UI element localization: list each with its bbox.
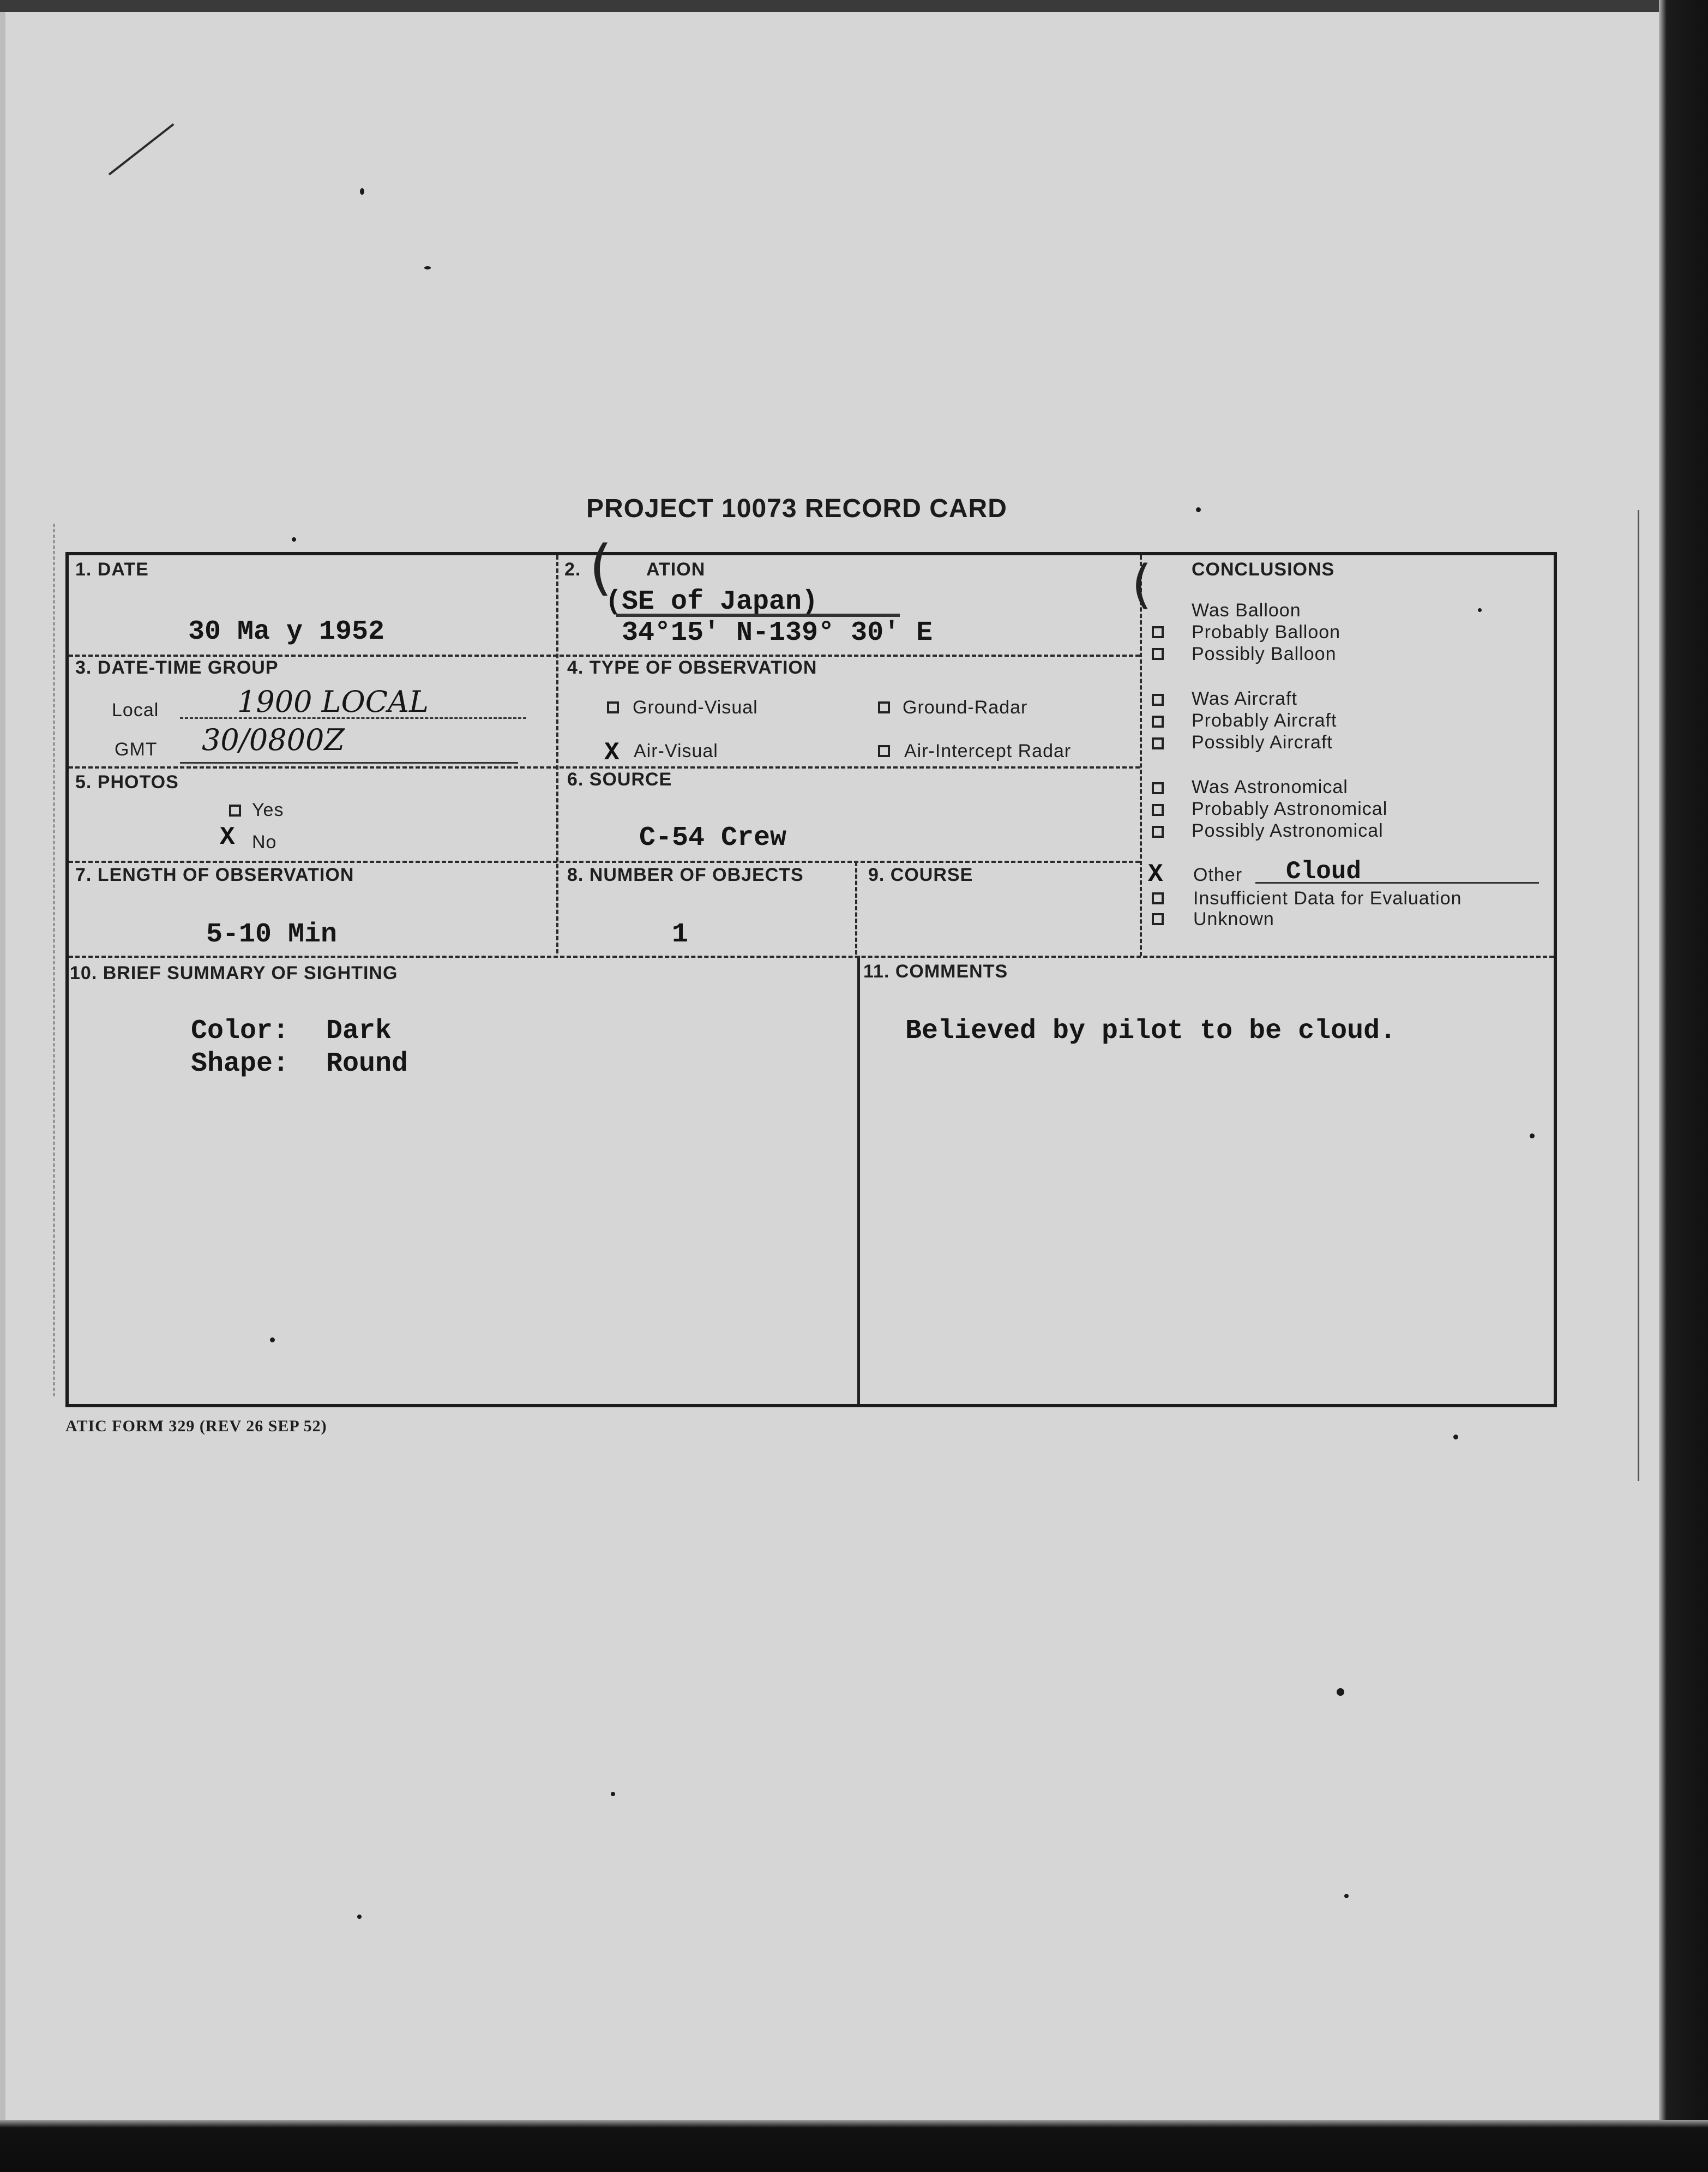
form-id: ATIC FORM 329 (REV 26 SEP 52): [65, 1417, 327, 1435]
grid-line: [69, 956, 1554, 958]
was-aircraft-checkbox[interactable]: [1152, 694, 1164, 706]
photos-no-label: No: [252, 832, 277, 853]
conclusion-probably-aircraft: Probably Aircraft: [1192, 710, 1337, 731]
conclusion-was-aircraft: Was Aircraft: [1192, 688, 1297, 709]
ground-radar-checkbox[interactable]: [878, 701, 890, 713]
local-value: 1900 LOCAL: [237, 685, 429, 719]
date-label: 1. DATE: [75, 559, 149, 580]
conclusion-insufficient-data: Insufficient Data for Evaluation: [1193, 888, 1462, 909]
scan-top-border: [0, 0, 1708, 12]
source-value: C-54 Crew: [639, 823, 787, 854]
number-of-objects-value: 1: [672, 919, 689, 950]
location-underline: [616, 614, 900, 617]
probably-balloon-checkbox[interactable]: [1152, 626, 1164, 638]
conclusion-was-balloon: Was Balloon: [1192, 600, 1301, 621]
scan-speck: [611, 1792, 615, 1796]
source-label: 6. SOURCE: [567, 769, 672, 790]
grid-line: [69, 655, 1140, 657]
possibly-astronomical-checkbox[interactable]: [1152, 826, 1164, 838]
date-time-group-label: 3. DATE-TIME GROUP: [75, 657, 279, 678]
conclusion-other-value: Cloud: [1286, 857, 1362, 886]
local-label: Local: [112, 700, 159, 721]
gmt-underline: [180, 762, 518, 764]
was-astronomical-checkbox[interactable]: [1152, 782, 1164, 794]
grid-line: [69, 861, 1140, 863]
comments-label: 11. COMMENTS: [863, 961, 1008, 982]
conclusion-probably-balloon: Probably Balloon: [1192, 622, 1341, 643]
photos-yes-checkbox[interactable]: [229, 805, 241, 817]
date-value: 30 Ma y 1952: [188, 616, 385, 647]
probably-aircraft-checkbox[interactable]: [1152, 716, 1164, 728]
gmt-label: GMT: [115, 739, 158, 760]
location-bracket-mark: (: [589, 532, 612, 602]
conclusion-probably-astronomical: Probably Astronomical: [1192, 799, 1388, 819]
possibly-aircraft-checkbox[interactable]: [1152, 737, 1164, 749]
ground-radar-label: Ground-Radar: [903, 697, 1028, 718]
conclusion-unknown: Unknown: [1193, 909, 1274, 929]
air-visual-checkbox[interactable]: X: [604, 739, 620, 767]
air-intercept-radar-checkbox[interactable]: [878, 745, 890, 757]
photos-label: 5. PHOTOS: [75, 772, 179, 793]
conclusion-other-label: Other: [1193, 865, 1243, 885]
scan-speck: [1344, 1894, 1349, 1898]
conclusion-possibly-astronomical: Possibly Astronomical: [1192, 820, 1384, 841]
scan-left-edge: [0, 0, 5, 2172]
conclusion-possibly-balloon: Possibly Balloon: [1192, 644, 1337, 664]
scan-speck: [1337, 1688, 1344, 1696]
margin-rule: [53, 524, 55, 1396]
scan-speck: [1453, 1435, 1458, 1439]
photos-yes-label: Yes: [252, 800, 284, 820]
summary-color-value: Dark: [326, 1016, 392, 1047]
air-intercept-radar-label: Air-Intercept Radar: [904, 741, 1072, 761]
unknown-checkbox[interactable]: [1152, 913, 1164, 925]
location-line1: (SE of Japan): [605, 586, 819, 617]
gmt-value: 30/0800Z: [202, 723, 345, 757]
scan-bottom-border: [0, 2120, 1708, 2172]
grid-line: [857, 956, 860, 1404]
comments-value: Believed by pilot to be cloud.: [905, 1016, 1397, 1047]
conclusions-bracket-mark: (: [1132, 555, 1152, 615]
number-of-objects-label: 8. NUMBER OF OBJECTS: [567, 865, 804, 885]
length-of-observation-label: 7. LENGTH OF OBSERVATION: [75, 865, 354, 885]
course-label: 9. COURSE: [868, 865, 973, 885]
grid-line: [556, 555, 558, 953]
location-label: ATION: [646, 559, 706, 580]
photos-no-checkbox[interactable]: X: [220, 823, 235, 851]
scan-speck: [424, 266, 431, 269]
conclusion-possibly-aircraft: Possibly Aircraft: [1192, 732, 1333, 753]
scan-right-border: [1659, 0, 1708, 2172]
local-underline: [180, 717, 526, 719]
type-of-observation-label: 4. TYPE OF OBSERVATION: [567, 657, 817, 678]
possibly-balloon-checkbox[interactable]: [1152, 648, 1164, 660]
insufficient-data-checkbox[interactable]: [1152, 892, 1164, 904]
scan-speck: [360, 188, 364, 195]
scan-scratch: [109, 123, 175, 176]
probably-astronomical-checkbox[interactable]: [1152, 804, 1164, 816]
conclusions-label: CONCLUSIONS: [1192, 559, 1335, 580]
summary-shape-label: Shape:: [191, 1048, 290, 1079]
length-of-observation-value: 5-10 Min: [206, 919, 338, 950]
location-line2: 34°15' N-139° 30' E: [622, 617, 933, 649]
ground-visual-label: Ground-Visual: [633, 697, 758, 718]
location-label-number: 2.: [564, 559, 581, 580]
summary-color-label: Color:: [191, 1016, 290, 1047]
other-checkbox[interactable]: X: [1148, 860, 1163, 889]
grid-line: [1140, 555, 1142, 956]
air-visual-label: Air-Visual: [634, 741, 718, 761]
card-title: PROJECT 10073 RECORD CARD: [586, 494, 1007, 523]
summary-label: 10. BRIEF SUMMARY OF SIGHTING: [70, 963, 398, 983]
margin-rule: [1638, 510, 1639, 1481]
scan-speck: [1196, 507, 1201, 512]
ground-visual-checkbox[interactable]: [607, 701, 619, 713]
summary-shape-value: Round: [326, 1048, 408, 1079]
conclusion-was-astronomical: Was Astronomical: [1192, 777, 1348, 797]
scan-speck: [357, 1915, 362, 1919]
other-underline: [1255, 882, 1539, 884]
scan-speck: [292, 537, 296, 542]
grid-line: [855, 862, 857, 955]
